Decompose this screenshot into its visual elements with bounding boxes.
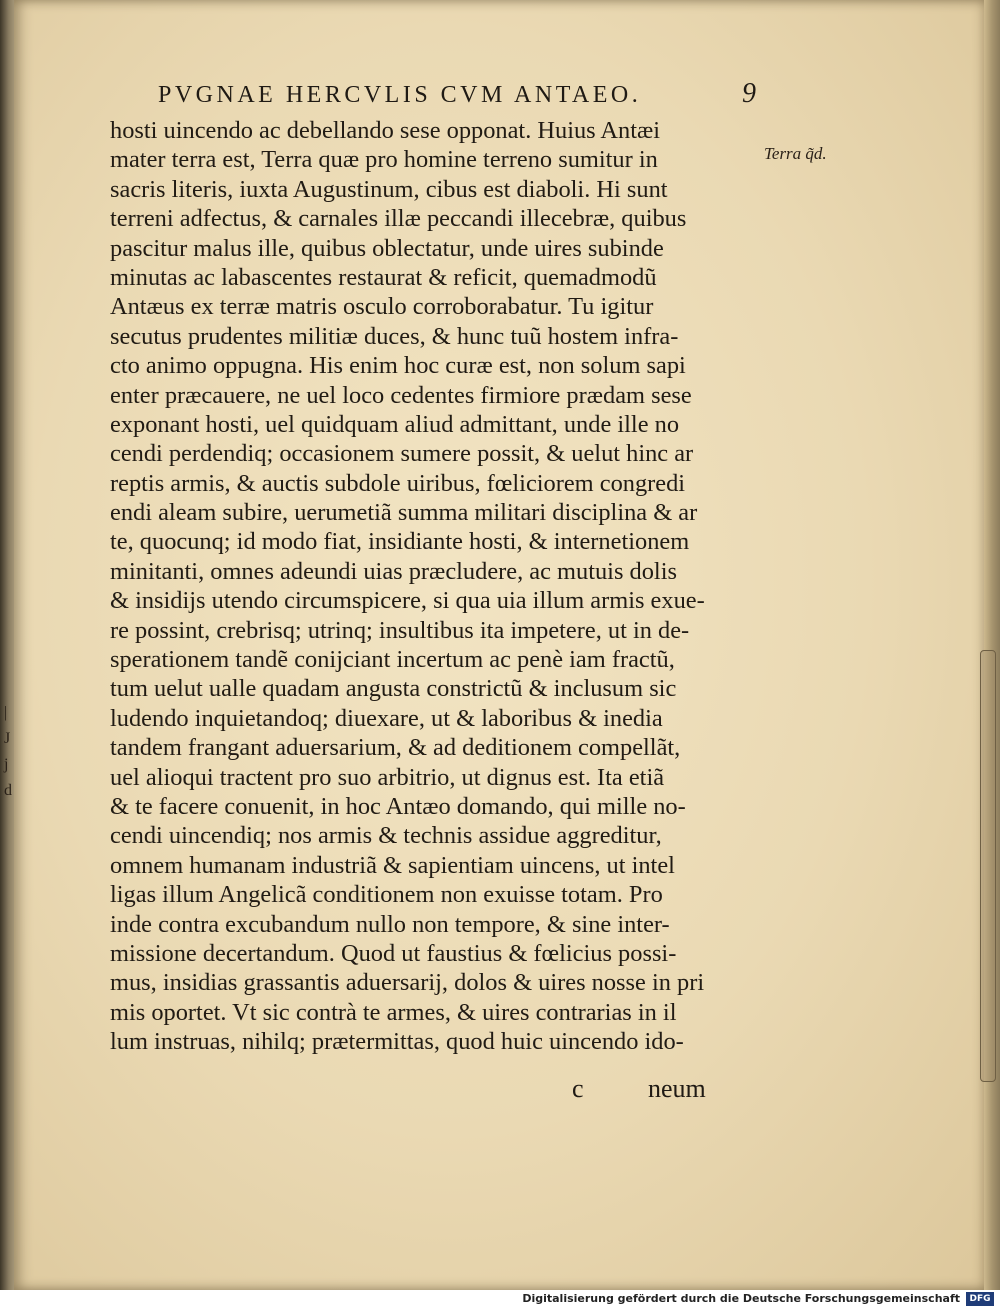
text-line: Antæus ex terræ matris osculo corroborabatur. Tu igitur — [110, 293, 654, 321]
text-line: cendi perdendiq; occasionem sumere possit, & uelut hinc ar — [110, 440, 694, 468]
margin-note: Terra q̃d. — [764, 144, 827, 163]
left-mark: J — [4, 730, 11, 747]
text-line: mus, insidias grassantis aduersarij, dolos & uires nosse in pri — [110, 969, 705, 997]
text-line: ligas illum Angelicã conditionem non exuisse totam. Pro — [110, 881, 663, 909]
text-line: missione decertandum. Quod ut faustius & fœlicius possi- — [110, 939, 677, 967]
text-line: mis oportet. Vt sic contrà te armes, & uires contrarias in il — [110, 998, 677, 1026]
text-line: sacris literis, iuxta Augustinum, cibus est diaboli. Hi sunt — [110, 175, 668, 203]
text-line: terreni adfectus, & carnales illæ peccandi illecebræ, quibus — [110, 205, 687, 233]
signature-mark: c — [572, 1074, 584, 1103]
catchword: neum — [648, 1074, 706, 1103]
body-text — [110, 116, 770, 1057]
text-line: reptis armis, & auctis subdole uiribus, fœliciorem congredi — [110, 469, 686, 497]
left-mark: j — [4, 756, 9, 773]
text-line: pascitur malus ille, quibus oblectatur, unde uires subinde — [110, 234, 664, 262]
footer-bar — [0, 1290, 1000, 1308]
text-line: sperationem tandẽ conijciant incertum ac penè iam fractũ, — [110, 646, 675, 674]
text-line: minutas ac labascentes restaurat & reficit, quemadmodũ — [110, 263, 657, 291]
dfg-logo: DFG — [966, 1292, 994, 1306]
text-line: & te facere conuenit, in hoc Antæo domando, qui mille no- — [110, 792, 686, 820]
text-line: minitanti, omnes adeundi uias præcludere, ac mutuis dolis — [110, 557, 677, 585]
page-clip — [980, 650, 996, 1082]
text-line: secutus prudentes militiæ duces, & hunc tuũ hostem infra- — [110, 322, 679, 350]
text-line: mater terra est, Terra quæ pro homine terreno sumitur in — [110, 146, 658, 174]
text-line: & insidijs utendo circumspicere, si qua uia illum armis exue- — [110, 587, 705, 615]
text-line: tandem frangant aduersarium, & ad deditionem compellãt, — [110, 734, 681, 762]
page-fore-edge — [984, 0, 1000, 1290]
text-line: tum uelut ualle quadam angusta constrictũ & inclusum sic — [110, 675, 677, 703]
text-line: hosti uincendo ac debellando sese opponat. Huius Antæi — [110, 117, 661, 144]
text-line: lum instruas, nihilq; prætermittas, quod huic uincendo ido- — [110, 1028, 684, 1056]
text-line: uel alioqui tractent pro suo arbitrio, ut dignus est. Ita etiã — [110, 763, 665, 791]
page-number: 9 — [742, 78, 756, 109]
text-line: re possint, crebrisq; utrinq; insultibus ita impetere, ut in de- — [110, 616, 690, 644]
text-line: cendi uincendiq; nos armis & technis assidue aggreditur, — [110, 822, 662, 850]
text-line: cto animo oppugna. His enim hoc curæ est, non solum sapi — [110, 352, 686, 380]
text-line: enter præcauere, ne uel loco cedentes firmiore prædam sese — [110, 381, 692, 409]
funding-credit: Digitalisierung gefördert durch die Deutsche Forschungsgemeinschaft — [522, 1292, 960, 1305]
text-line: exponant hosti, uel quidquam aliud admittant, unde ille no — [110, 410, 680, 438]
left-margin-marks — [4, 700, 12, 804]
text-line: te, quocunq; id modo fiat, insidiante hosti, & internetionem — [110, 528, 690, 556]
text-line: endi aleam subire, uerumetiã summa militari disciplina & ar — [110, 499, 698, 527]
text-line: omnem humanam industriã & sapientiam uincens, ut intel — [110, 851, 675, 879]
left-mark: d — [4, 782, 12, 799]
text-line: inde contra excubandum nullo non tempore, & sine inter- — [110, 910, 670, 938]
text-line: ludendo inquietandoq; diuexare, ut & laboribus & inedia — [110, 704, 663, 732]
running-title: PVGNAE HERCVLIS CVM ANTAEO. — [158, 82, 642, 108]
left-mark: | — [4, 704, 8, 721]
